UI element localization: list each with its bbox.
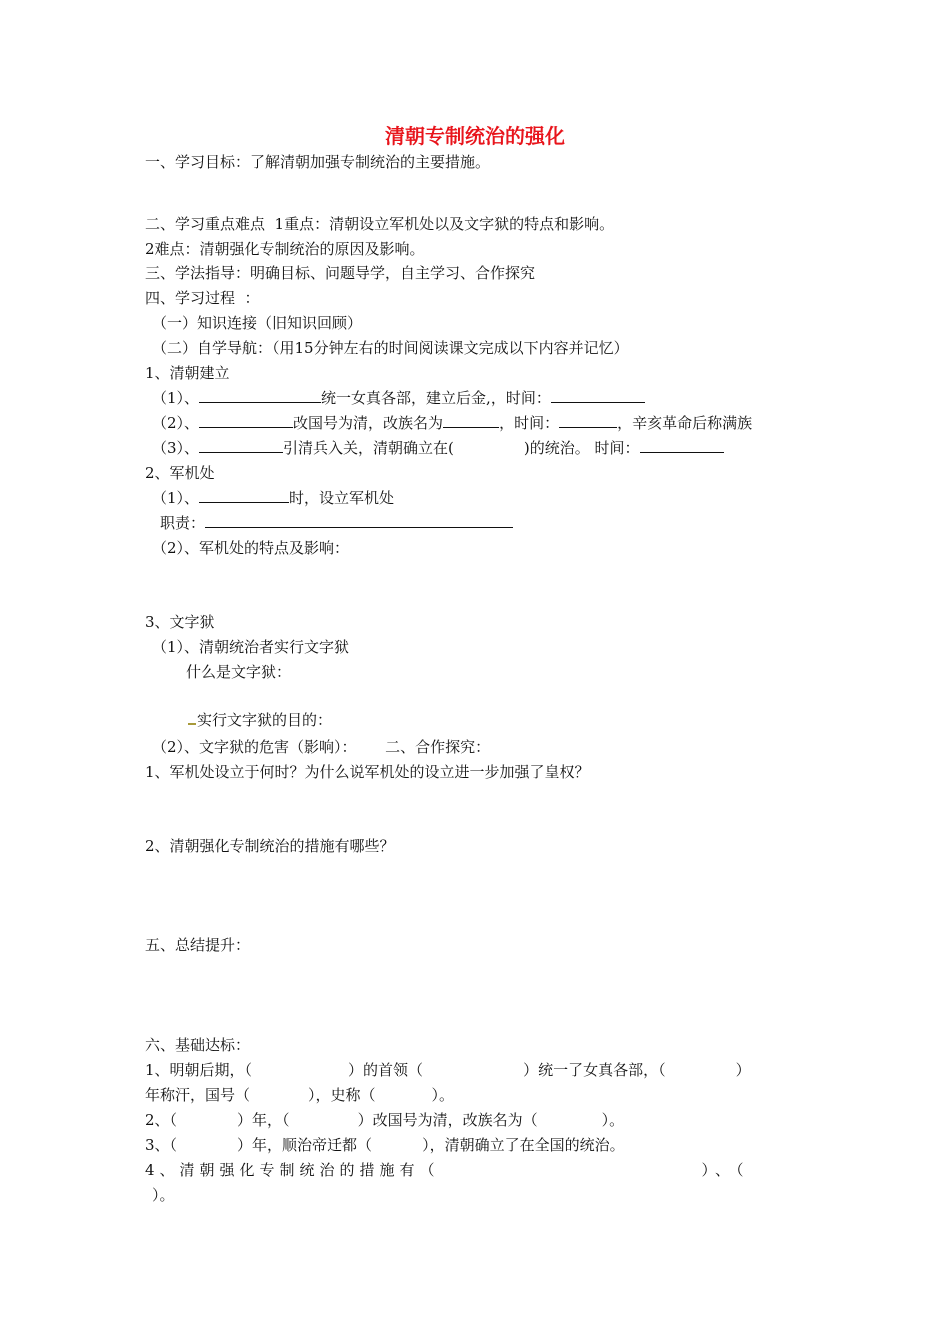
exercise-3: 3、（ ）年，顺治帝迁都（ ），清朝确立了在全国的统治。 — [145, 1136, 625, 1154]
question-qing-founding: 1、清朝建立 — [145, 364, 230, 382]
coop-question-1: 1、军机处设立于何时？为什么说军机处的设立进一步加强了皇权？ — [145, 763, 590, 781]
blank-field[interactable] — [199, 388, 321, 403]
blank-field[interactable] — [559, 413, 617, 428]
exercise-4-line-2: ）。 — [152, 1186, 175, 1204]
exercise-1-line-2: 年称汗，国号（ ），史称（ ）。 — [145, 1086, 455, 1104]
subsection-knowledge-link: （一）知识连接（旧知识回顾） — [152, 314, 363, 332]
blank-field[interactable] — [205, 513, 513, 528]
blank-field[interactable] — [199, 413, 293, 428]
section-learning-goal: 一、学习目标：了解清朝加强专制统治的主要措施。 — [145, 153, 491, 171]
question-literary-inquisition: 3、文字狱 — [145, 613, 215, 631]
blank-field[interactable] — [551, 388, 645, 403]
blank-field[interactable] — [443, 413, 499, 428]
question-1-3: （3）、 引清兵入关，清朝确立在( )的统治。 时间： — [152, 438, 724, 458]
section-basic-exercises: 六、基础达标： — [145, 1036, 251, 1054]
question-1-2: （2）、 改国号为清，改族名为 ，时间： ，辛亥革命后称满族 — [152, 414, 753, 432]
section-method-guide: 三、学法指导：明确目标、问题导学，自主学习、合作探究 — [145, 264, 536, 282]
subsection-self-study: （二）自学导航：（用15分钟左右的时间阅读课文完成以下内容并记忆） — [152, 339, 629, 357]
blank-field[interactable] — [199, 438, 283, 453]
question-1-1: （1）、 统一女真各部，建立后金,，时间： — [152, 388, 645, 408]
question-3-1: （1）、清朝统治者实行文字狱 — [152, 638, 350, 656]
question-2-1: （1）、 时，设立军机处 — [152, 489, 395, 507]
section-summary: 五、总结提升： — [145, 936, 251, 954]
section-key-points: 二、学习重点难点 1重点：清朝设立军机处以及文字狱的特点和影响。 — [145, 215, 615, 233]
page-title: 清朝专制统治的强化 — [385, 124, 565, 148]
question-grand-council: 2、军机处 — [145, 464, 215, 482]
question-2-duty: 职责： — [160, 513, 513, 533]
question-3-what: 什么是文字狱： — [186, 663, 292, 681]
exercise-4-line-1: 4、清朝强化专制统治的措施有（ ）、（ — [145, 1161, 750, 1179]
blank-field[interactable] — [640, 438, 724, 453]
coop-question-2: 2、清朝强化专制统治的措施有哪些？ — [145, 837, 395, 855]
section-learning-process: 四、学习过程 ： — [145, 289, 260, 307]
question-3-2: （2）、文字狱的危害（影响）： 二、合作探究： — [152, 738, 491, 756]
mark-icon — [188, 723, 196, 725]
question-2-2: （2）、军机处的特点及影响： — [152, 539, 350, 557]
exercise-2: 2、（ ）年，（ ）改国号为清，改族名为（ ）。 — [145, 1111, 625, 1129]
section-difficult-points: 2难点：清朝强化专制统治的原因及影响。 — [145, 240, 425, 258]
blank-field[interactable] — [199, 488, 289, 503]
exercise-1-line-1: 1、明朝后期，（ ）的首领（ ）统一了女真各部，（ ） — [145, 1061, 751, 1079]
question-3-purpose: 实行文字狱的目的： — [188, 710, 332, 730]
